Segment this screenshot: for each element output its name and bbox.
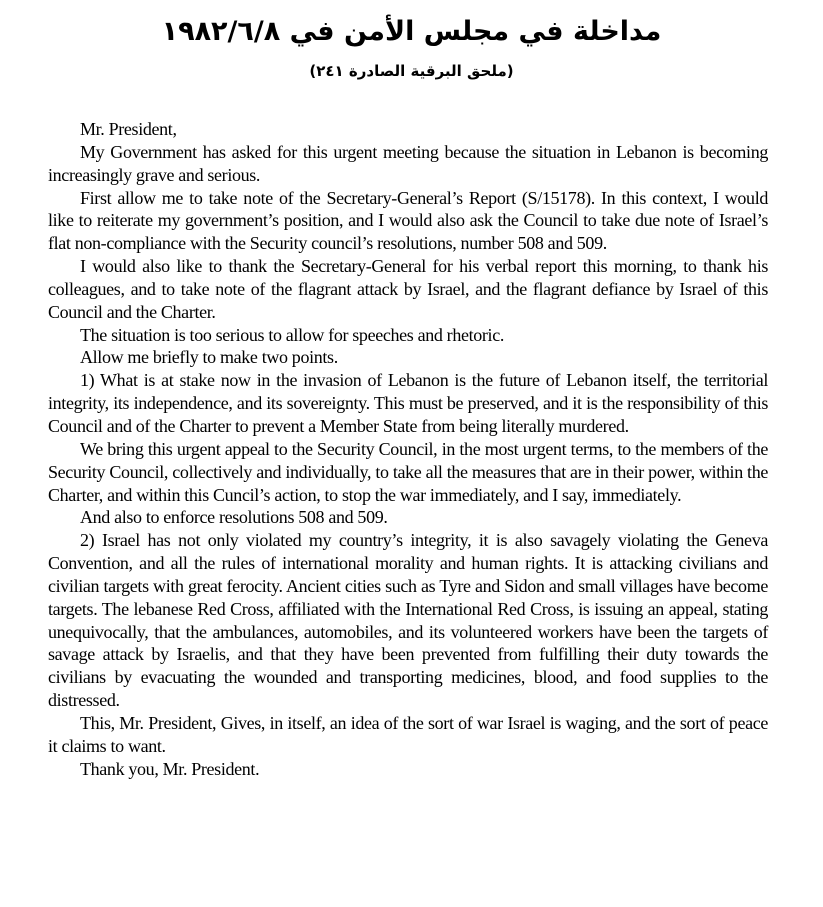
paragraph-urgent-appeal: We bring this urgent appeal to the Security Council, in the most urgent terms, to the members of the Security Council, collectively and individually, to take all the measures that are in their power, within the Charter, and within this Cuncil’s action, to stop the war immediately, and I say, immediately. bbox=[48, 438, 768, 505]
closing: Thank you, Mr. President. bbox=[80, 758, 260, 779]
paragraph-enforce-resolutions: And also to enforce resolutions 508 and 509. bbox=[80, 507, 388, 528]
document-subtitle: (ملحق البرقية الصادرة ٢٤١) bbox=[309, 62, 514, 80]
paragraph-situation-serious: The situation is too serious to allow for speeches and rhetoric. bbox=[80, 324, 504, 345]
salutation: Mr. President, bbox=[80, 119, 177, 139]
paragraph-point-two: 2) Israel has not only violated my country’s integrity, it is also savagely violating the Geneva Convention, and all the rules of international morality and human rights. It is attacking civilians and civilian targets with great ferocity. Ancient cities such as Tyre and Sidon and small villages have become targets. The lebanese Red Cross, affiliated with the International Red Cross, is issuing an appeal, stating unequivocally, that the ambulances, automobiles, and its volunteered workers have been the targets of savage attack by Israelis, and that they have been prevented from fulfilling their duty towards the civilians by evacuating the wounded and transporting medicines, blood, and food supplies to the distressed. bbox=[48, 530, 768, 711]
paragraph-secretary-general-report: First allow me to take note of the Secretary-General’s Report (S/15178). In this context, I would like to reiterate my government’s position, and I would also ask the Council to take due note of Israel’s flat non-compliance with the Security council’s resolutions, number 508 and 509. bbox=[48, 187, 768, 254]
paragraph-urgent-meeting: My Government has asked for this urgent meeting because the situation in Lebanon is becoming increasingly grave and serious. bbox=[48, 141, 768, 185]
paragraph-two-points: Allow me briefly to make two points. bbox=[80, 347, 338, 368]
paragraph-point-one: 1) What is at stake now in the invasion of Lebanon is the future of Lebanon itself, the territorial integrity, its independence, and its sovereignty. This must be preserved, and it is the responsibility of this Council and of the Charter to prevent a Member State from being literally murdered. bbox=[48, 370, 768, 436]
paragraph-sort-of-war: This, Mr. President, Gives, in itself, an idea of the sort of war Israel is waging, and the sort of peace it claims to want. bbox=[48, 712, 768, 756]
paragraph-verbal-report: I would also like to thank the Secretary-General for his verbal report this morning, to thank his colleagues, and to take note of the flagrant attack by Israel, and the flagrant defiance by Israel of this Council and the Charter. bbox=[48, 256, 768, 322]
document-title: مداخلة في مجلس الأمن في ١٩٨٢/٦/٨ bbox=[161, 16, 662, 47]
document-body bbox=[48, 118, 768, 780]
